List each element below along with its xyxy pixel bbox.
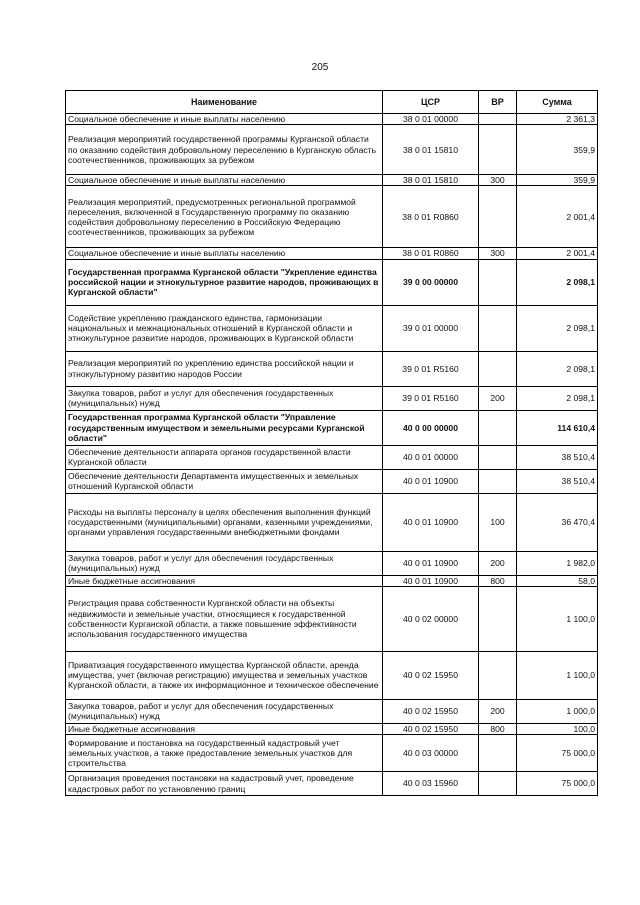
row-name-cell: Закупка товаров, работ и услуг для обеспечения государственных (муниципальных) нужд [66, 551, 383, 575]
table-row [66, 410, 598, 445]
table-row [66, 125, 598, 175]
row-sum-cell: 2 001,4 [517, 186, 598, 248]
row-vr-cell [479, 445, 517, 469]
row-csr-cell: 40 0 01 10900 [383, 469, 479, 493]
row-name-cell: Формирование и постановка на государственный кадастровый учет земельных участков, а также предоставление земельных участков для строительства [66, 735, 383, 772]
row-sum-cell: 38 510,4 [517, 445, 598, 469]
row-vr-cell: 200 [479, 699, 517, 723]
row-sum-cell: 38 510,4 [517, 469, 598, 493]
row-name-cell: Обеспечение деятельности Департамента имущественных и земельных отношений Курганской области [66, 469, 383, 493]
row-vr-cell [479, 410, 517, 445]
row-vr-cell [479, 772, 517, 796]
row-sum-cell: 1 000,0 [517, 699, 598, 723]
table-row [66, 386, 598, 410]
row-vr-cell: 200 [479, 386, 517, 410]
row-sum-cell: 114 610,4 [517, 410, 598, 445]
row-name-cell: Реализация мероприятий по укреплению единства российской нации и этнокультурному развитию народов России [66, 351, 383, 386]
table-row [66, 469, 598, 493]
row-sum-cell: 2 098,1 [517, 386, 598, 410]
page-number: 205 [311, 62, 329, 73]
header-vr: ВР [479, 91, 517, 114]
row-sum-cell: 2 098,1 [517, 351, 598, 386]
table-row [66, 114, 598, 125]
row-sum-cell: 75 000,0 [517, 735, 598, 772]
row-csr-cell: 39 0 01 R5160 [383, 386, 479, 410]
row-vr-cell [479, 469, 517, 493]
row-csr-cell: 40 0 03 00000 [383, 735, 479, 772]
row-sum-cell: 359,9 [517, 175, 598, 186]
row-sum-cell: 1 100,0 [517, 586, 598, 651]
row-vr-cell: 100 [479, 493, 517, 551]
row-vr-cell [479, 586, 517, 651]
table-row [66, 175, 598, 186]
header-name: Наименование [66, 91, 383, 114]
row-name-cell: Организация проведения постановки на кадастровый учет, проведение кадастровых работ по установлению границ [66, 772, 383, 796]
table-row [66, 586, 598, 651]
row-sum-cell: 75 000,0 [517, 772, 598, 796]
row-name-cell: Обеспечение деятельности аппарата органов государственной власти Курганской области [66, 445, 383, 469]
row-name-cell: Содействие укреплению гражданского единства, гармонизации национальных и межнациональных отношений в Курганской области и этнокультурное развитие народов, проживающих в Курганской области [66, 305, 383, 351]
row-vr-cell [479, 351, 517, 386]
row-sum-cell: 1 100,0 [517, 651, 598, 699]
row-name-cell: Закупка товаров, работ и услуг для обеспечения государственных (муниципальных) нужд [66, 386, 383, 410]
header-csr: ЦСР [383, 91, 479, 114]
table-row [66, 445, 598, 469]
row-name-cell: Расходы на выплаты персоналу в целях обеспечения выполнения функций государственными (муниципальными) органами, казенными учреждениями, органами управления государственными внебюджетными фондами [66, 493, 383, 551]
budget-table [65, 90, 598, 796]
row-csr-cell: 40 0 02 00000 [383, 586, 479, 651]
row-sum-cell: 2 001,4 [517, 248, 598, 259]
row-csr-cell: 38 0 01 15810 [383, 175, 479, 186]
row-sum-cell: 359,9 [517, 125, 598, 175]
row-csr-cell: 40 0 02 15950 [383, 723, 479, 734]
table-row [66, 651, 598, 699]
row-name-cell: Закупка товаров, работ и услуг для обеспечения государственных (муниципальных) нужд [66, 699, 383, 723]
table-row [66, 551, 598, 575]
row-sum-cell: 2 098,1 [517, 305, 598, 351]
table-row [66, 493, 598, 551]
row-vr-cell: 800 [479, 723, 517, 734]
row-csr-cell: 39 0 00 00000 [383, 259, 479, 305]
row-csr-cell: 38 0 01 R0860 [383, 248, 479, 259]
table-row [66, 305, 598, 351]
row-vr-cell [479, 186, 517, 248]
row-csr-cell: 38 0 01 15810 [383, 125, 479, 175]
row-csr-cell: 39 0 01 R5160 [383, 351, 479, 386]
row-vr-cell: 300 [479, 175, 517, 186]
row-csr-cell: 39 0 01 00000 [383, 305, 479, 351]
table-row [66, 248, 598, 259]
row-name-cell: Социальное обеспечение и иные выплаты населению [66, 248, 383, 259]
row-sum-cell: 1 982,0 [517, 551, 598, 575]
row-name-cell: Социальное обеспечение и иные выплаты населению [66, 114, 383, 125]
table-row [66, 772, 598, 796]
row-csr-cell: 40 0 01 10900 [383, 575, 479, 586]
row-sum-cell: 36 470,4 [517, 493, 598, 551]
table-row [66, 259, 598, 305]
row-name-cell: Социальное обеспечение и иные выплаты населению [66, 175, 383, 186]
table-row [66, 699, 598, 723]
table-row [66, 735, 598, 772]
row-csr-cell: 38 0 01 00000 [383, 114, 479, 125]
row-vr-cell: 300 [479, 248, 517, 259]
row-vr-cell [479, 259, 517, 305]
row-name-cell: Иные бюджетные ассигнования [66, 575, 383, 586]
row-sum-cell: 2 361,3 [517, 114, 598, 125]
row-csr-cell: 40 0 01 10900 [383, 551, 479, 575]
row-csr-cell: 40 0 02 15950 [383, 651, 479, 699]
row-csr-cell: 40 0 01 00000 [383, 445, 479, 469]
row-name-cell: Реализация мероприятий, предусмотренных региональной программой переселения, включенной в Государственную программу по оказанию содействия добровольному переселению в Российскую Федерацию соотечественников, проживающих за рубежом [66, 186, 383, 248]
row-csr-cell: 40 0 00 00000 [383, 410, 479, 445]
row-csr-cell: 40 0 02 15950 [383, 699, 479, 723]
row-csr-cell: 40 0 01 10900 [383, 493, 479, 551]
row-vr-cell [479, 114, 517, 125]
row-name-cell: Иные бюджетные ассигнования [66, 723, 383, 734]
row-name-cell: Государственная программа Курганской области "Укрепление единства российской нации и этнокультурное развитие народов, проживающих в Курганской области" [66, 259, 383, 305]
row-vr-cell: 200 [479, 551, 517, 575]
row-name-cell: Приватизация государственного имущества Курганской области, аренда имущества, учет (включая регистрацию) имущества и земельных участков Курганской области, а также их информационное и техническое обеспечение [66, 651, 383, 699]
row-name-cell: Реализация мероприятий государственной программы Курганской области по оказанию содействия добровольному переселению в Курганскую область соотечественников, проживающих за рубежом [66, 125, 383, 175]
row-vr-cell [479, 125, 517, 175]
row-csr-cell: 38 0 01 R0860 [383, 186, 479, 248]
table-row [66, 186, 598, 248]
row-vr-cell [479, 651, 517, 699]
table-row [66, 723, 598, 734]
row-csr-cell: 40 0 03 15960 [383, 772, 479, 796]
row-sum-cell: 100,0 [517, 723, 598, 734]
row-vr-cell [479, 305, 517, 351]
row-name-cell: Государственная программа Курганской области "Управление государственным имуществом и земельными ресурсами Курганской области" [66, 410, 383, 445]
row-sum-cell: 2 098,1 [517, 259, 598, 305]
table-header-row [66, 91, 598, 114]
row-name-cell: Регистрация права собственности Курганской области на объекты недвижимости и земельные участки, относящиеся к государственной собственности Курганской области, а также повышение эффективности использования государственного имущества [66, 586, 383, 651]
row-sum-cell: 58,0 [517, 575, 598, 586]
row-vr-cell [479, 735, 517, 772]
header-sum: Сумма [517, 91, 598, 114]
table-row [66, 575, 598, 586]
table-row [66, 351, 598, 386]
row-vr-cell: 800 [479, 575, 517, 586]
